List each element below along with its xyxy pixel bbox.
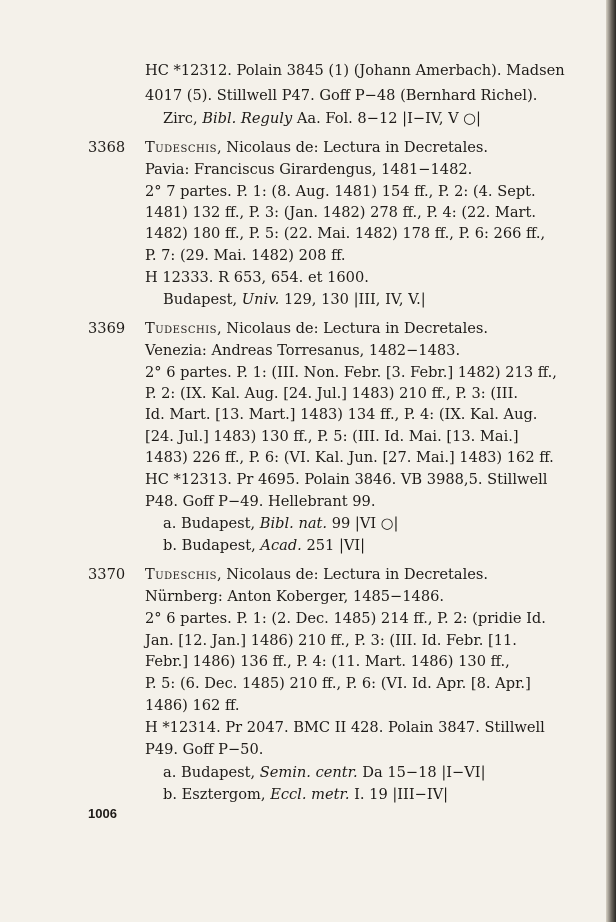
intro-holding [163,110,481,128]
reference-line: H *12314. Pr 2047. BMC II 428. Polain 3847. Stillwell [145,719,545,736]
holding-library: Semin. centr. [259,764,358,781]
holding-city: Zirc, [163,110,203,127]
reference-line: HC *12313. Pr 4695. Polain 3846. VB 3988,5. Stillwell [145,471,548,488]
book-spine-shadow [606,0,616,922]
reference-line: H 12333. R 653, 654. et 1600. [145,269,369,286]
holding-line [163,291,426,309]
holding-shelfmark: 251 |VI| [301,537,366,554]
holding-city: a. Budapest, [163,515,260,532]
collation-line: P. 5: (6. Dec. 1485) 210 ff., P. 6: (VI. Id. Apr. [8. Apr.] [145,675,531,692]
entry-number: 3368 [88,139,126,156]
holding-library: Acad. [260,537,302,554]
entry-title [145,139,488,157]
holding-line [163,537,365,555]
collation-line: 2° 7 partes. P. 1: (8. Aug. 1481) 154 ff., P. 2: (4. Sept. [145,183,536,200]
entry-imprint: Venezia: Andreas Torresanus, 1482−1483. [145,342,461,359]
holding-shelfmark: I. 19 |III−IV| [349,786,449,803]
entry-title [145,566,488,584]
holding-library: Bibl. Reguly [202,110,293,127]
collation-line: P. 7: (29. Mai. 1482) 208 ff. [145,247,346,264]
holding-city: b. Esztergom, [163,786,271,803]
holding-shelfmark: 99 |VI ○| [327,515,399,532]
holding-line [163,764,486,782]
collation-line: 1481) 132 ff., P. 3: (Jan. 1482) 278 ff., P. 4: (22. Mart. [145,204,537,221]
entry-number: 3369 [88,320,126,337]
entry-imprint: Nürnberg: Anton Koberger, 1485−1486. [145,588,445,605]
holding-city: b. Budapest, [163,537,261,554]
collation-line: 2° 6 partes. P. 1: (2. Dec. 1485) 214 ff., P. 2: (pridie Id. [145,610,546,627]
page-number: 1006 [88,806,117,821]
entry-author: Tudeschis [145,320,218,337]
holding-shelfmark: Da 15−18 |I−VI| [357,764,486,781]
collation-line: 1482) 180 ff., P. 5: (22. Mai. 1482) 178 ff., P. 6: 266 ff., [145,225,546,242]
holding-city: Budapest, [163,291,242,308]
holding-shelfmark: 129, 130 |III, IV, V.| [279,291,426,308]
entry-title-text: , Nicolaus de: Lectura in Decretales. [217,566,489,583]
reference-line: P49. Goff P−50. [145,741,264,758]
collation-line: Febr.] 1486) 136 ff., P. 4: (11. Mart. 1486) 130 ff., [145,653,510,670]
entry-number: 3370 [88,566,126,583]
holding-library: Univ. [241,291,280,308]
collation-line: 1486) 162 ff. [145,697,240,714]
holding-line [163,515,398,533]
holding-shelfmark: Aa. Fol. 8−12 |I−IV, V ○| [292,110,481,127]
entry-title-text: , Nicolaus de: Lectura in Decretales. [217,320,489,337]
collation-line: P. 2: (IX. Kal. Aug. [24. Jul.] 1483) 210 ff., P. 3: (III. [145,385,518,402]
entry-author: Tudeschis [145,139,218,156]
collation-line: 1483) 226 ff., P. 6: (VI. Kal. Jun. [27. Mai.] 1483) 162 ff. [145,449,554,466]
holding-line [163,786,448,804]
holding-library: Bibl. nat. [259,515,328,532]
entry-imprint: Pavia: Franciscus Girardengus, 1481−1482. [145,161,473,178]
collation-line: [24. Jul.] 1483) 130 ff., P. 5: (III. Id. Mai. [13. Mai.] [145,428,519,445]
holding-library: Eccl. metr. [270,786,350,803]
entry-title [145,320,488,338]
intro-ref-line-1: HC *12312. Polain 3845 (1) (Johann Amerbach). Madsen [145,62,565,79]
entry-author: Tudeschis [145,566,218,583]
intro-ref-line-2: 4017 (5). Stillwell P47. Goff P−48 (Bernhard Richel). [145,87,538,104]
collation-line: Id. Mart. [13. Mart.] 1483) 134 ff., P. 4: (IX. Kal. Aug. [145,406,538,423]
holding-city: a. Budapest, [163,764,260,781]
entry-title-text: , Nicolaus de: Lectura in Decretales. [217,139,489,156]
collation-line: Jan. [12. Jan.] 1486) 210 ff., P. 3: (III. Id. Febr. [11. [145,632,517,649]
reference-line: P48. Goff P−49. Hellebrant 99. [145,493,376,510]
collation-line: 2° 6 partes. P. 1: (III. Non. Febr. [3. Febr.] 1482) 213 ff., [145,364,557,381]
